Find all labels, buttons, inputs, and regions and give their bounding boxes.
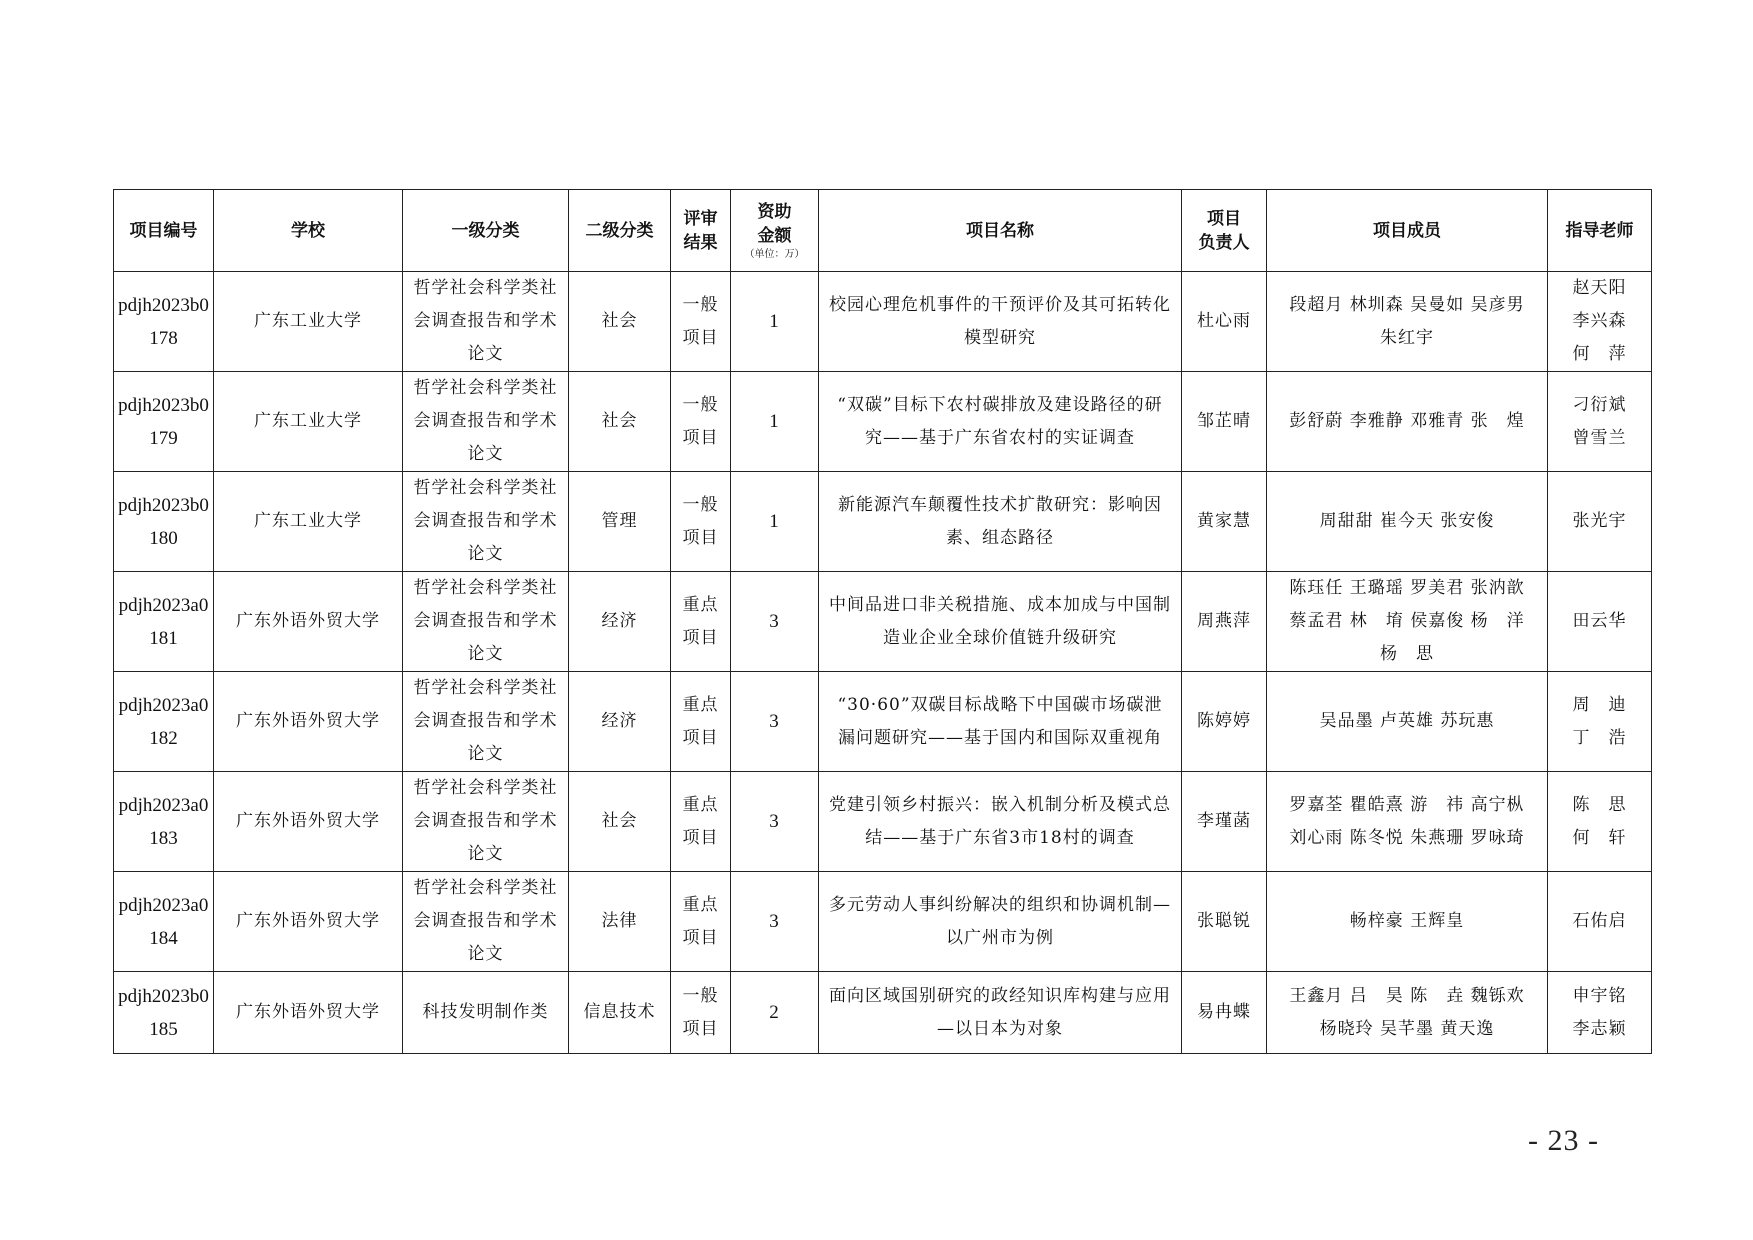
cell-category1: 哲学社会科学类社会调查报告和学术论文 bbox=[403, 372, 569, 472]
header-school: 学校 bbox=[214, 190, 403, 272]
cell-project-name: 党建引领乡村振兴：嵌入机制分析及模式总结——基于广东省3市18村的调查 bbox=[819, 772, 1182, 872]
member-line: 罗嘉荃 瞿皓熹 游 祎 高宁枞 bbox=[1289, 794, 1525, 815]
cell-members bbox=[1267, 372, 1548, 472]
member-line: 彭舒蔚 李雅静 邓雅青 张 煌 bbox=[1289, 411, 1525, 431]
cell-advisors bbox=[1548, 972, 1652, 1054]
cell-result: 重点项目 bbox=[671, 772, 731, 872]
member-line: 吴品墨 卢英雄 苏玩惠 bbox=[1319, 711, 1495, 731]
table-row bbox=[114, 772, 1652, 872]
header-leader bbox=[1182, 190, 1267, 272]
cell-leader: 杜心雨 bbox=[1182, 272, 1267, 372]
table-row bbox=[114, 272, 1652, 372]
cell-amount: 3 bbox=[731, 772, 819, 872]
cell-leader: 陈婷婷 bbox=[1182, 672, 1267, 772]
cell-code: pdjh2023b0178 bbox=[114, 272, 214, 372]
cell-members bbox=[1267, 272, 1548, 372]
cell-category2: 法律 bbox=[569, 872, 671, 972]
cell-amount: 1 bbox=[731, 472, 819, 572]
cell-category2: 管理 bbox=[569, 472, 671, 572]
advisor-line: 何 轩 bbox=[1572, 827, 1627, 848]
cell-members bbox=[1267, 472, 1548, 572]
header-leader-line2: 负责人 bbox=[1198, 232, 1250, 253]
header-result-line2: 结果 bbox=[683, 232, 718, 253]
cell-code: pdjh2023b0179 bbox=[114, 372, 214, 472]
cell-advisors bbox=[1548, 672, 1652, 772]
member-line: 畅梓豪 王辉皇 bbox=[1349, 911, 1465, 931]
cell-category2: 社会 bbox=[569, 772, 671, 872]
cell-school: 广东外语外贸大学 bbox=[214, 572, 403, 672]
advisor-line: 刁衍斌 bbox=[1572, 394, 1627, 415]
cell-result: 一般项目 bbox=[671, 972, 731, 1054]
advisor-line: 周 迪 bbox=[1572, 694, 1627, 715]
cell-code: pdjh2023a0181 bbox=[114, 572, 214, 672]
header-amount-unit: （单位：万） bbox=[744, 248, 805, 260]
advisor-line: 申宇铭 bbox=[1572, 985, 1627, 1006]
table-row bbox=[114, 572, 1652, 672]
cell-amount: 3 bbox=[731, 572, 819, 672]
table-row bbox=[114, 672, 1652, 772]
cell-advisors bbox=[1548, 772, 1652, 872]
cell-leader: 李瑾菡 bbox=[1182, 772, 1267, 872]
advisor-line: 曾雪兰 bbox=[1572, 427, 1627, 448]
header-result-line1: 评审 bbox=[683, 208, 718, 229]
cell-school: 广东工业大学 bbox=[214, 272, 403, 372]
cell-code: pdjh2023a0183 bbox=[114, 772, 214, 872]
cell-code: pdjh2023b0185 bbox=[114, 972, 214, 1054]
advisor-line: 石佑启 bbox=[1572, 911, 1627, 931]
cell-school: 广东外语外贸大学 bbox=[214, 672, 403, 772]
advisor-line: 何 萍 bbox=[1572, 344, 1627, 364]
advisor-line: 张光宇 bbox=[1572, 511, 1627, 531]
table-row bbox=[114, 972, 1652, 1054]
cell-result: 重点项目 bbox=[671, 872, 731, 972]
member-line: 刘心雨 陈冬悦 朱燕珊 罗咏琦 bbox=[1289, 827, 1525, 848]
advisor-line: 赵天阳 bbox=[1572, 278, 1627, 298]
cell-members bbox=[1267, 972, 1548, 1054]
cell-result: 一般项目 bbox=[671, 372, 731, 472]
cell-category1: 哲学社会科学类社会调查报告和学术论文 bbox=[403, 872, 569, 972]
cell-code: pdjh2023a0182 bbox=[114, 672, 214, 772]
member-line: 朱红宇 bbox=[1380, 327, 1434, 348]
cell-project-name: “双碳”目标下农村碳排放及建设路径的研究——基于广东省农村的实证调查 bbox=[819, 372, 1182, 472]
table-body bbox=[114, 272, 1652, 1054]
project-table bbox=[113, 189, 1652, 1054]
cell-leader: 黄家慧 bbox=[1182, 472, 1267, 572]
cell-result: 一般项目 bbox=[671, 472, 731, 572]
cell-category2: 经济 bbox=[569, 672, 671, 772]
cell-code: pdjh2023a0184 bbox=[114, 872, 214, 972]
cell-amount: 3 bbox=[731, 872, 819, 972]
cell-project-name: 校园心理危机事件的干预评价及其可拓转化模型研究 bbox=[819, 272, 1182, 372]
cell-school: 广东外语外贸大学 bbox=[214, 872, 403, 972]
member-line: 杨 思 bbox=[1380, 644, 1434, 664]
advisor-line: 陈 思 bbox=[1572, 794, 1627, 815]
cell-category1: 哲学社会科学类社会调查报告和学术论文 bbox=[403, 672, 569, 772]
cell-advisors bbox=[1548, 872, 1652, 972]
table-header bbox=[114, 190, 1652, 272]
advisor-line: 李志颖 bbox=[1572, 1018, 1627, 1039]
cell-project-name: 多元劳动人事纠纷解决的组织和协调机制—以广州市为例 bbox=[819, 872, 1182, 972]
cell-amount: 1 bbox=[731, 372, 819, 472]
cell-school: 广东工业大学 bbox=[214, 372, 403, 472]
cell-category2: 社会 bbox=[569, 372, 671, 472]
cell-advisors bbox=[1548, 372, 1652, 472]
cell-amount: 2 bbox=[731, 972, 819, 1054]
cell-project-name: “30·60”双碳目标战略下中国碳市场碳泄漏问题研究——基于国内和国际双重视角 bbox=[819, 672, 1182, 772]
header-leader-line1: 项目 bbox=[1207, 208, 1241, 229]
cell-leader: 周燕萍 bbox=[1182, 572, 1267, 672]
cell-category1: 哲学社会科学类社会调查报告和学术论文 bbox=[403, 272, 569, 372]
advisor-line: 李兴森 bbox=[1572, 311, 1627, 331]
cell-members bbox=[1267, 872, 1548, 972]
header-amount-line2: 金额 bbox=[757, 225, 792, 246]
header-category2: 二级分类 bbox=[569, 190, 671, 272]
cell-members bbox=[1267, 772, 1548, 872]
cell-category1: 科技发明制作类 bbox=[403, 972, 569, 1054]
member-line: 段超月 林圳森 吴曼如 吴彦男 bbox=[1289, 294, 1525, 315]
cell-category2: 信息技术 bbox=[569, 972, 671, 1054]
header-name: 项目名称 bbox=[819, 190, 1182, 272]
header-category1: 一级分类 bbox=[403, 190, 569, 272]
member-line: 杨晓玲 吴芊墨 黄天逸 bbox=[1319, 1018, 1495, 1039]
header-members: 项目成员 bbox=[1267, 190, 1548, 272]
cell-result: 重点项目 bbox=[671, 672, 731, 772]
cell-members bbox=[1267, 572, 1548, 672]
cell-members bbox=[1267, 672, 1548, 772]
header-amount bbox=[731, 190, 819, 272]
cell-advisors bbox=[1548, 272, 1652, 372]
member-line: 陈珏任 王璐瑶 罗美君 张汭歆 bbox=[1289, 578, 1525, 598]
header-code: 项目编号 bbox=[114, 190, 214, 272]
cell-school: 广东外语外贸大学 bbox=[214, 772, 403, 872]
cell-project-name: 新能源汽车颠覆性技术扩散研究：影响因素、组态路径 bbox=[819, 472, 1182, 572]
cell-leader: 邹芷晴 bbox=[1182, 372, 1267, 472]
table-row bbox=[114, 372, 1652, 472]
cell-result: 重点项目 bbox=[671, 572, 731, 672]
member-line: 蔡孟君 林 堉 侯嘉俊 杨 洋 bbox=[1289, 611, 1525, 631]
member-line: 周甜甜 崔今天 张安俊 bbox=[1319, 511, 1495, 531]
header-result bbox=[671, 190, 731, 272]
member-line: 王鑫月 吕 昊 陈 垚 魏铄欢 bbox=[1289, 985, 1525, 1006]
advisor-line: 田云华 bbox=[1572, 611, 1627, 631]
header-amount-line1: 资助 bbox=[757, 201, 792, 222]
table-row bbox=[114, 872, 1652, 972]
header-advisor: 指导老师 bbox=[1548, 190, 1652, 272]
cell-advisors bbox=[1548, 472, 1652, 572]
advisor-line: 丁 浩 bbox=[1572, 727, 1627, 748]
cell-leader: 张聪锐 bbox=[1182, 872, 1267, 972]
cell-category1: 哲学社会科学类社会调查报告和学术论文 bbox=[403, 472, 569, 572]
cell-amount: 1 bbox=[731, 272, 819, 372]
cell-leader: 易冉蝶 bbox=[1182, 972, 1267, 1054]
cell-category1: 哲学社会科学类社会调查报告和学术论文 bbox=[403, 772, 569, 872]
cell-school: 广东工业大学 bbox=[214, 472, 403, 572]
cell-result: 一般项目 bbox=[671, 272, 731, 372]
table-row bbox=[114, 472, 1652, 572]
cell-category2: 社会 bbox=[569, 272, 671, 372]
page-number: - 23 - bbox=[1528, 1124, 1599, 1157]
cell-category1: 哲学社会科学类社会调查报告和学术论文 bbox=[403, 572, 569, 672]
cell-category2: 经济 bbox=[569, 572, 671, 672]
cell-advisors bbox=[1548, 572, 1652, 672]
cell-amount: 3 bbox=[731, 672, 819, 772]
cell-project-name: 中间品进口非关税措施、成本加成与中国制造业企业全球价值链升级研究 bbox=[819, 572, 1182, 672]
header-row bbox=[114, 190, 1652, 272]
cell-school: 广东外语外贸大学 bbox=[214, 972, 403, 1054]
cell-project-name: 面向区域国别研究的政经知识库构建与应用—以日本为对象 bbox=[819, 972, 1182, 1054]
cell-code: pdjh2023b0180 bbox=[114, 472, 214, 572]
